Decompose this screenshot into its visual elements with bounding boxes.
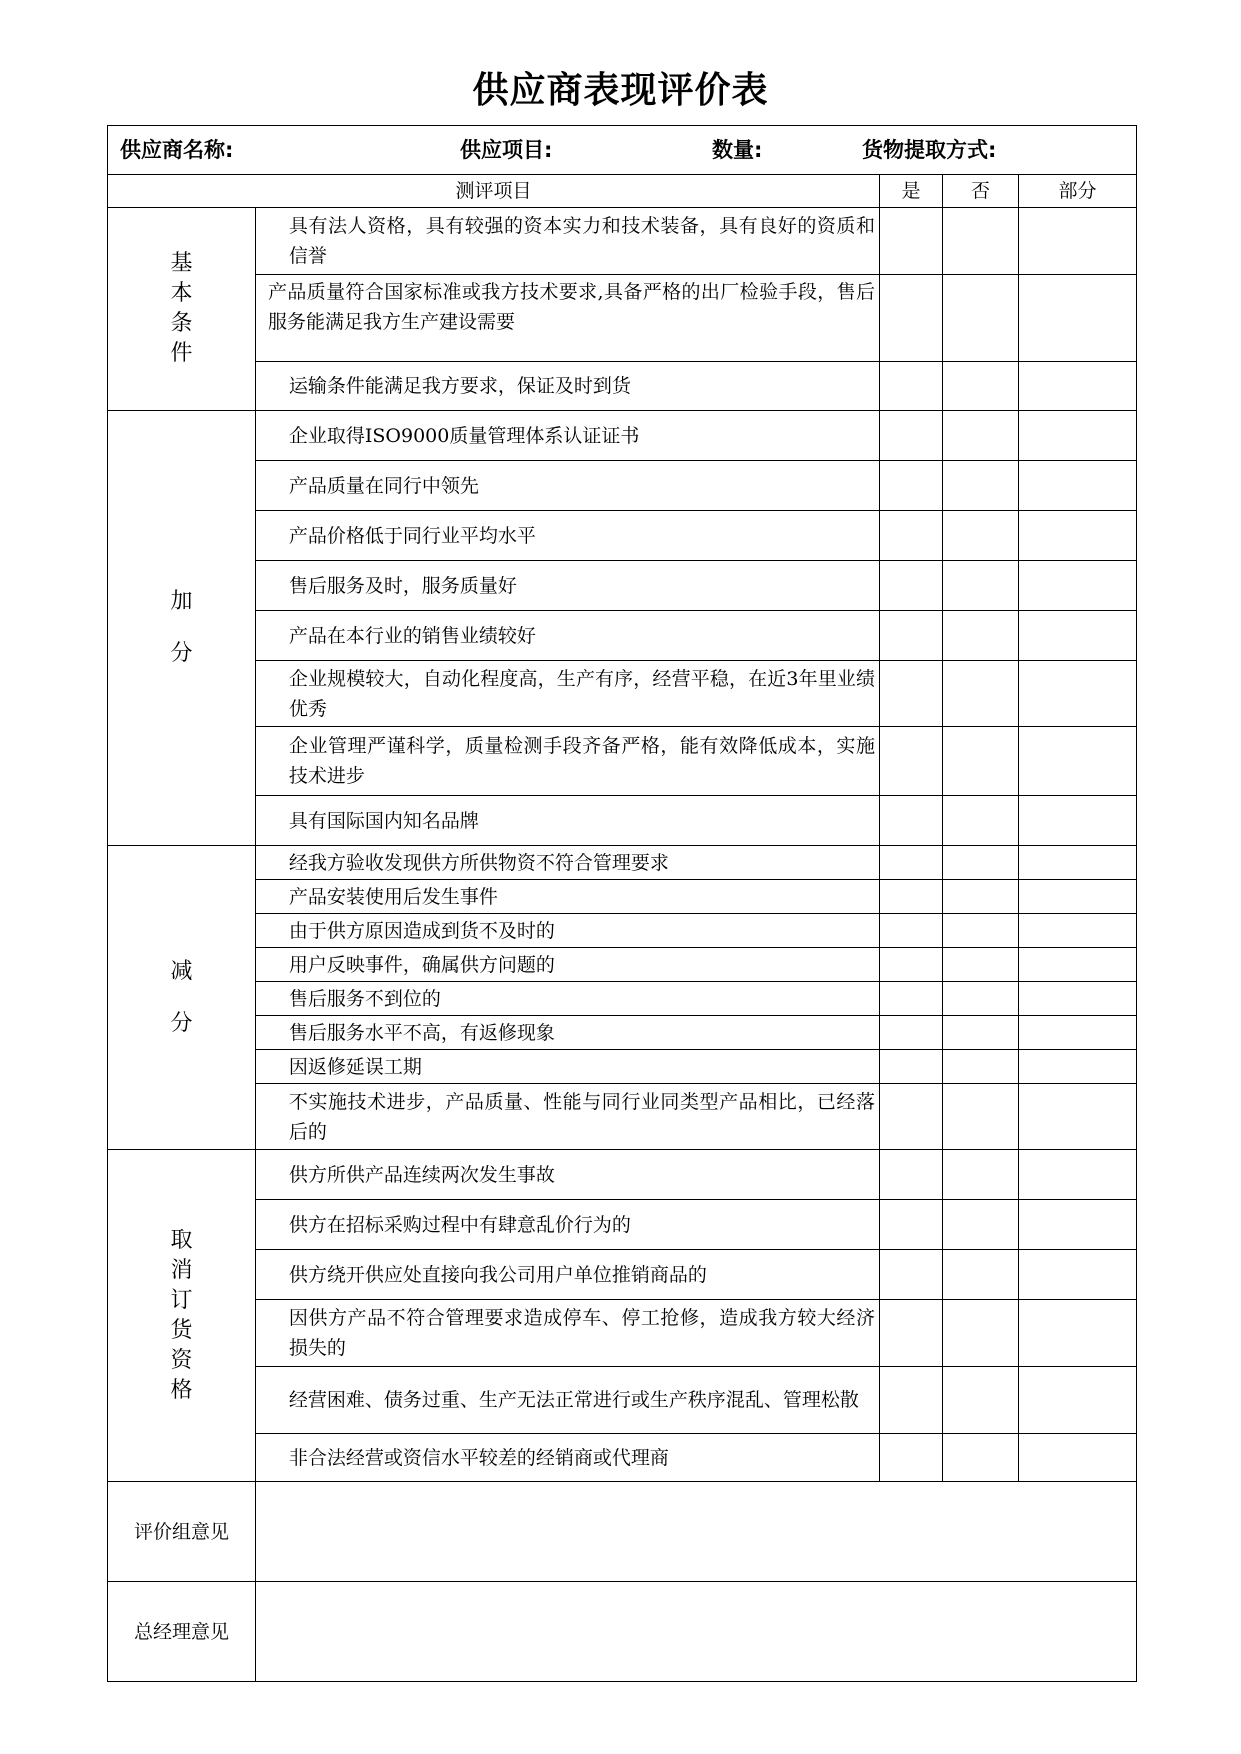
table-row: [108, 1084, 1137, 1150]
check-partial[interactable]: [1019, 846, 1137, 880]
table-row: [108, 411, 1137, 461]
check-partial[interactable]: [1019, 208, 1137, 275]
check-no[interactable]: [943, 846, 1019, 880]
criterion: 企业取得ISO9000质量管理体系认证证书: [256, 411, 880, 461]
check-no[interactable]: [943, 1016, 1019, 1050]
criterion: 用户反映事件，确属供方问题的: [256, 948, 880, 982]
check-partial[interactable]: [1019, 461, 1137, 511]
supplier-info-row: [108, 126, 1137, 175]
criterion: 产品质量符合国家标准或我方技术要求,具备严格的出厂检验手段，售后服务能满足我方生产建设需要: [256, 275, 880, 362]
criterion: 运输条件能满足我方要求，保证及时到货: [256, 362, 880, 411]
check-partial[interactable]: [1019, 796, 1137, 846]
check-no[interactable]: [943, 1050, 1019, 1084]
criterion: 因供方产品不符合管理要求造成停车、停工抢修，造成我方较大经济损失的: [256, 1300, 880, 1367]
table-row: [108, 1016, 1137, 1050]
pickup-method-label: 货物提取方式:: [862, 138, 997, 162]
criterion: 由于供方原因造成到货不及时的: [256, 914, 880, 948]
check-no[interactable]: [943, 661, 1019, 727]
criterion: 售后服务及时，服务质量好: [256, 561, 880, 611]
panel-opinion-field[interactable]: [256, 1482, 1137, 1582]
check-no[interactable]: [943, 1150, 1019, 1200]
table-row: [108, 511, 1137, 561]
check-partial[interactable]: [1019, 1200, 1137, 1250]
supply-item-label: 供应项目:: [460, 138, 553, 162]
check-yes[interactable]: [880, 1016, 943, 1050]
check-no[interactable]: [943, 1250, 1019, 1300]
table-row: [108, 362, 1137, 411]
table-row: [108, 611, 1137, 661]
check-yes[interactable]: [880, 1050, 943, 1084]
panel-opinion-row: [108, 1482, 1137, 1582]
check-yes[interactable]: [880, 461, 943, 511]
category-minus: 减分: [108, 846, 256, 1150]
criterion: 产品在本行业的销售业绩较好: [256, 611, 880, 661]
criterion: 产品质量在同行中领先: [256, 461, 880, 511]
column-header-no: 否: [943, 175, 1019, 208]
check-yes[interactable]: [880, 1300, 943, 1367]
check-yes[interactable]: [880, 1367, 943, 1434]
check-partial[interactable]: [1019, 914, 1137, 948]
check-no[interactable]: [943, 208, 1019, 275]
supplier-name-label: 供应商名称:: [120, 138, 234, 162]
criterion: 售后服务水平不高，有返修现象: [256, 1016, 880, 1050]
criterion: 具有国际国内知名品牌: [256, 796, 880, 846]
check-partial[interactable]: [1019, 982, 1137, 1016]
check-partial[interactable]: [1019, 411, 1137, 461]
check-yes[interactable]: [880, 611, 943, 661]
criterion: 供方在招标采购过程中有肆意乱价行为的: [256, 1200, 880, 1250]
table-row: [108, 1300, 1137, 1367]
gm-opinion-label: 总经理意见: [108, 1582, 256, 1682]
check-partial[interactable]: [1019, 362, 1137, 411]
check-no[interactable]: [943, 880, 1019, 914]
criterion: 供方绕开供应处直接向我公司用户单位推销商品的: [256, 1250, 880, 1300]
check-no[interactable]: [943, 1367, 1019, 1434]
check-no[interactable]: [943, 411, 1019, 461]
check-yes[interactable]: [880, 727, 943, 796]
table-row: [108, 982, 1137, 1016]
check-yes[interactable]: [880, 275, 943, 362]
check-no[interactable]: [943, 1200, 1019, 1250]
check-partial[interactable]: [1019, 1084, 1137, 1150]
check-yes[interactable]: [880, 511, 943, 561]
check-partial[interactable]: [1019, 611, 1137, 661]
quantity-label: 数量:: [712, 138, 763, 162]
column-header-partial: 部分: [1019, 175, 1137, 208]
check-no[interactable]: [943, 1300, 1019, 1367]
gm-opinion-field[interactable]: [256, 1582, 1137, 1682]
check-no[interactable]: [943, 948, 1019, 982]
criterion: 产品价格低于同行业平均水平: [256, 511, 880, 561]
criterion: 企业规模较大，自动化程度高，生产有序，经营平稳，在近3年里业绩优秀: [256, 661, 880, 727]
category-basic: 基本条件: [108, 208, 256, 411]
check-partial[interactable]: [1019, 1367, 1137, 1434]
check-partial[interactable]: [1019, 1150, 1137, 1200]
category-plus: 加分: [108, 411, 256, 846]
check-yes[interactable]: [880, 796, 943, 846]
check-yes[interactable]: [880, 1434, 943, 1482]
criterion: 因返修延误工期: [256, 1050, 880, 1084]
check-no[interactable]: [943, 1084, 1019, 1150]
check-no[interactable]: [943, 362, 1019, 411]
table-row: [108, 1367, 1137, 1434]
check-yes[interactable]: [880, 362, 943, 411]
table-row: [108, 661, 1137, 727]
column-header-row: [108, 175, 1137, 208]
table-row: [108, 461, 1137, 511]
criterion: 企业管理严谨科学，质量检测手段齐备严格，能有效降低成本，实施技术进步: [256, 727, 880, 796]
gm-opinion-row: [108, 1582, 1137, 1682]
table-row: [108, 914, 1137, 948]
column-header-item: 测评项目: [108, 175, 880, 208]
check-no[interactable]: [943, 275, 1019, 362]
table-row: [108, 275, 1137, 362]
check-yes[interactable]: [880, 661, 943, 727]
table-row: [108, 1050, 1137, 1084]
table-row: [108, 880, 1137, 914]
check-yes[interactable]: [880, 1200, 943, 1250]
table-row: [108, 948, 1137, 982]
page-title: 供应商表现评价表: [472, 70, 769, 111]
check-partial[interactable]: [1019, 1300, 1137, 1367]
check-yes[interactable]: [880, 561, 943, 611]
check-partial[interactable]: [1019, 275, 1137, 362]
criterion: 具有法人资格，具有较强的资本实力和技术装备，具有良好的资质和信誉: [256, 208, 880, 275]
criterion: 非合法经营或资信水平较差的经销商或代理商: [256, 1434, 880, 1482]
column-header-yes: 是: [880, 175, 943, 208]
check-no[interactable]: [943, 511, 1019, 561]
check-no[interactable]: [943, 727, 1019, 796]
criterion: 产品安装使用后发生事件: [256, 880, 880, 914]
table-row: [108, 1150, 1137, 1200]
check-partial[interactable]: [1019, 1250, 1137, 1300]
check-partial[interactable]: [1019, 727, 1137, 796]
check-yes[interactable]: [880, 208, 943, 275]
table-row: [108, 1200, 1137, 1250]
check-yes[interactable]: [880, 948, 943, 982]
table-row: [108, 561, 1137, 611]
check-yes[interactable]: [880, 914, 943, 948]
check-partial[interactable]: [1019, 511, 1137, 561]
table-row: [108, 208, 1137, 275]
table-row: [108, 727, 1137, 796]
criterion: 售后服务不到位的: [256, 982, 880, 1016]
check-yes[interactable]: [880, 1150, 943, 1200]
check-no[interactable]: [943, 1434, 1019, 1482]
table-row: [108, 1250, 1137, 1300]
check-yes[interactable]: [880, 982, 943, 1016]
table-row: [108, 846, 1137, 880]
table-row: [108, 1434, 1137, 1482]
check-no[interactable]: [943, 461, 1019, 511]
category-cancel: 取消订货资格: [108, 1150, 256, 1482]
check-partial[interactable]: [1019, 880, 1137, 914]
panel-opinion-label: 评价组意见: [108, 1482, 256, 1582]
evaluation-table: [107, 125, 1137, 1682]
criterion: 经我方验收发现供方所供物资不符合管理要求: [256, 846, 880, 880]
check-partial[interactable]: [1019, 1050, 1137, 1084]
check-yes[interactable]: [880, 1084, 943, 1150]
check-yes[interactable]: [880, 411, 943, 461]
check-no[interactable]: [943, 611, 1019, 661]
check-no[interactable]: [943, 561, 1019, 611]
check-partial[interactable]: [1019, 948, 1137, 982]
criterion: 不实施技术进步，产品质量、性能与同行业同类型产品相比，已经落后的: [256, 1084, 880, 1150]
check-partial[interactable]: [1019, 561, 1137, 611]
check-yes[interactable]: [880, 846, 943, 880]
criterion: 经营困难、债务过重、生产无法正常进行或生产秩序混乱、管理松散: [256, 1367, 880, 1434]
check-yes[interactable]: [880, 1250, 943, 1300]
check-partial[interactable]: [1019, 661, 1137, 727]
check-no[interactable]: [943, 914, 1019, 948]
criterion: 供方所供产品连续两次发生事故: [256, 1150, 880, 1200]
check-partial[interactable]: [1019, 1434, 1137, 1482]
table-row: [108, 796, 1137, 846]
check-partial[interactable]: [1019, 1016, 1137, 1050]
check-no[interactable]: [943, 796, 1019, 846]
check-yes[interactable]: [880, 880, 943, 914]
check-no[interactable]: [943, 982, 1019, 1016]
